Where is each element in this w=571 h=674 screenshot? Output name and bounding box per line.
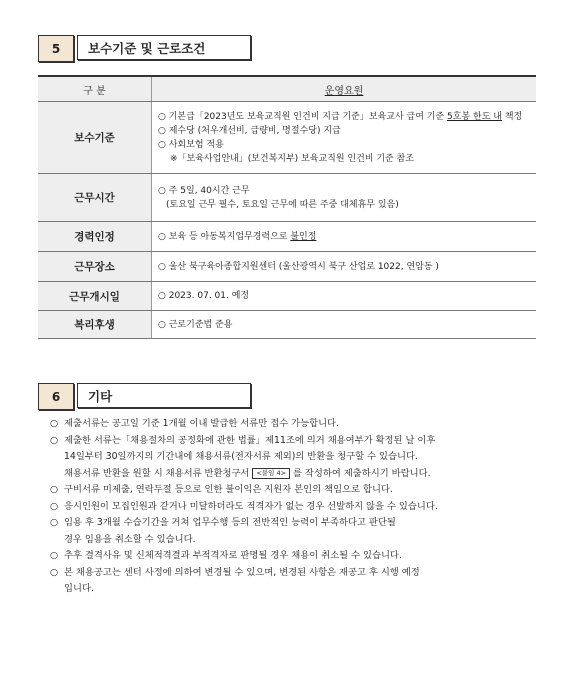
header-staff: 운영요원 bbox=[152, 76, 537, 102]
section6-number: 6 bbox=[38, 383, 74, 410]
section5-header bbox=[38, 35, 251, 62]
list-item: ○ 본 채용공고는 센터 사정에 의하여 변경될 수 있으며, 변경된 사항은 재공고 후 시행 예정 입니다. bbox=[50, 566, 420, 594]
row-value-start: ○ 2023. 07. 01. 예정 bbox=[152, 282, 537, 311]
row-value-hours: ○ 주 5일, 40시간 근무 (토요일 근무 필수, 토요일 근무에 따른 주중 대체휴무 있음) bbox=[152, 174, 537, 222]
notes-list bbox=[50, 416, 540, 598]
return-request-note: 채용서류 반환을 원할 시 채용서류 반환청구서 <붙임 4> 를 작성하여 제출하시기 바랍니다. bbox=[64, 467, 431, 479]
list-item: ○ 응시인원이 모집인원과 같거나 미달하더라도 적격자가 없는 경우 선발하지 않을 수 있습니다. bbox=[50, 500, 438, 512]
list-item: ○ 제출한 서류는「채용절차의 공정화에 관한 법률」제11조에 의거 채용여부가 확정된 날 이후 14일부터 30일까지의 기간내에 채용서류(전자서류 제외)의 반환을 청구할 수 있습니다. 채용서류 반환을 원할 시 채용서류 반환청구서 <붙임 4> 를 작성하여 제출하시기 바랍니다. bbox=[50, 433, 540, 483]
section5-title: 보수기준 및 근로조건 bbox=[77, 35, 251, 60]
row-value-pay: ○ 기본급「2023년도 보육교직원 인건비 지급 기준」보육교사 급여 기준 5호봉 한도 내 책정 ○ 제수당 (처우개선비, 급량비, 명절수당) 지급 ○ 사회보험 적용 ※「보육사업안내」(보건복지부) 보육교직원 인건비 기준 참조 bbox=[152, 102, 537, 174]
header-category: 구 분 bbox=[38, 76, 152, 102]
conditions-table bbox=[38, 75, 536, 339]
row-label-pay: 보수기준 bbox=[38, 102, 152, 174]
list-item: ○ 추후 결격사유 및 신체적격결과 부적격자로 판명될 경우 채용이 취소될 수 있습니다. bbox=[50, 550, 402, 561]
row-label-hours: 근무시간 bbox=[38, 174, 152, 222]
row-value-place: ○ 울산 북구육아종합지원센터 (울산광역시 북구 산업로 1022, 연암동 ) bbox=[152, 252, 537, 282]
section5-number: 5 bbox=[38, 35, 74, 62]
row-label-career: 경력인정 bbox=[38, 222, 152, 252]
row-value-welfare: ○ 근로기준법 준용 bbox=[152, 311, 537, 339]
list-item: ○ 구비서류 미제출, 연락두절 등으로 인한 불이익은 지원자 본인의 책임으로 합니다. bbox=[50, 484, 393, 495]
list-item: ○ 제출서류는 공고일 기준 1개월 이내 발급한 서류만 접수 가능합니다. bbox=[50, 418, 339, 429]
section6-header bbox=[38, 383, 251, 410]
section6-title: 기타 bbox=[77, 383, 251, 408]
attachment-tag: <붙임 4> bbox=[252, 468, 290, 479]
list-item: ○ 임용 후 3개월 수습기간을 거쳐 업무수행 등의 전반적인 능력이 부족하다고 판단될 경우 임용을 취소할 수 있습니다. bbox=[50, 517, 396, 545]
row-label-start: 근무개시일 bbox=[38, 282, 152, 311]
row-label-place: 근무장소 bbox=[38, 252, 152, 282]
row-label-welfare: 복리후생 bbox=[38, 311, 152, 339]
row-value-career: ○ 보육 등 아동복지업무경력으로 불인정 bbox=[152, 222, 537, 252]
